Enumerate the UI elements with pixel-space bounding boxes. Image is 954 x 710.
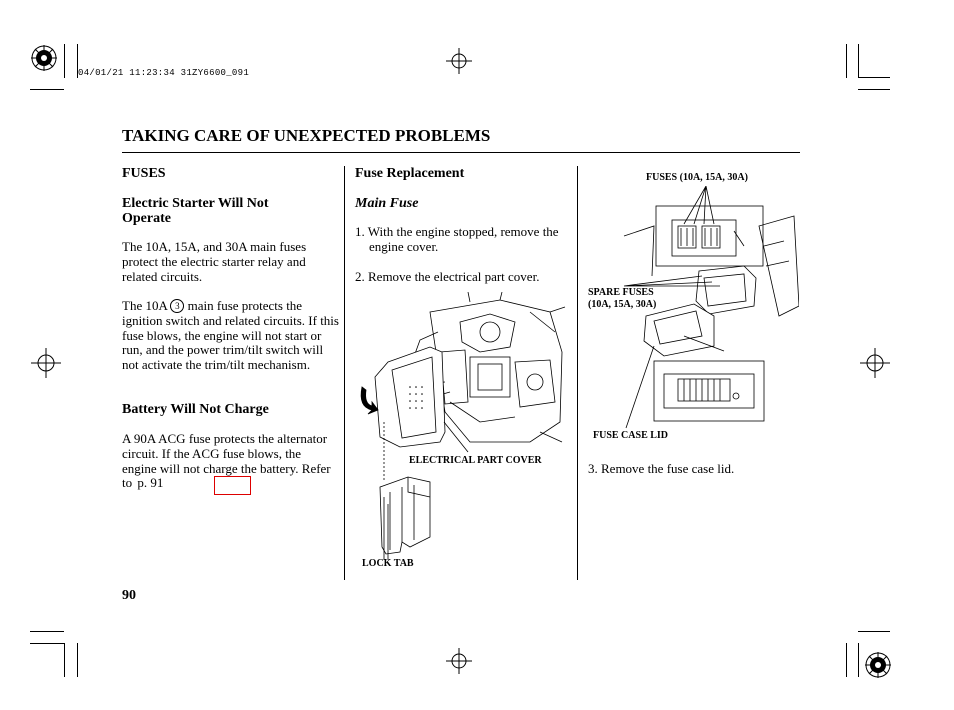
page-number: 90 bbox=[122, 588, 136, 603]
column-divider bbox=[577, 166, 578, 580]
paragraph-text: main fuse protects the ignition switch and related circuits. If this fuse blows, the engine will not start or run, and the power trim/tilt switch will not activate the trim/tilt mechanism. bbox=[122, 298, 339, 373]
column-divider bbox=[344, 166, 345, 580]
label-spare-fuses-line1: SPARE FUSES bbox=[588, 287, 654, 298]
label-fuse-case-lid: FUSE CASE LID bbox=[593, 430, 669, 441]
crop-starburst-icon bbox=[864, 651, 892, 679]
print-timestamp: 04/01/21 11:23:34 31ZY6600_091 bbox=[78, 68, 250, 78]
label-lock-tab: LOCK TAB bbox=[362, 558, 414, 569]
crosshair-icon bbox=[446, 48, 472, 74]
header-rule bbox=[122, 152, 800, 153]
step-1: 1. With the engine stopped, remove the engine cover. bbox=[355, 224, 559, 254]
subheading-starter: Electric Starter Will Not Operate bbox=[122, 196, 269, 226]
label-electrical-part-cover: ELECTRICAL PART COVER bbox=[409, 455, 542, 466]
fuse-replacement-heading: Fuse Replacement bbox=[355, 166, 465, 181]
paragraph-text: A 90A ACG fuse protects the alternator circuit. If the ACG fuse blows, the engine will not charge the battery. Refer to bbox=[122, 431, 331, 491]
page-link[interactable]: p. 91 bbox=[137, 475, 164, 491]
page-link-box[interactable] bbox=[214, 476, 251, 495]
engine-illustration bbox=[350, 292, 572, 582]
label-fuses: FUSES (10A, 15A, 30A) bbox=[646, 172, 748, 183]
step-2: 2. Remove the electrical part cover. bbox=[355, 269, 540, 284]
subheading-battery: Battery Will Not Charge bbox=[122, 402, 269, 417]
paragraph-10a-fuse bbox=[122, 299, 340, 373]
callout-number: 3 bbox=[170, 299, 184, 313]
step-3: 3. Remove the fuse case lid. bbox=[588, 461, 735, 476]
label-spare-fuses-line2: (10A, 15A, 30A) bbox=[588, 299, 657, 310]
crosshair-icon bbox=[860, 348, 890, 378]
page-title: TAKING CARE OF UNEXPECTED PROBLEMS bbox=[122, 126, 491, 145]
paragraph-main-fuses: The 10A, 15A, and 30A main fuses protect the electric starter relay and related circuits. bbox=[122, 239, 307, 284]
main-fuse-heading: Main Fuse bbox=[355, 196, 419, 211]
crosshair-icon bbox=[446, 648, 472, 674]
crosshair-icon bbox=[31, 348, 61, 378]
label-spare-fuses bbox=[588, 287, 656, 311]
section-heading: FUSES bbox=[122, 166, 166, 181]
crop-starburst-icon bbox=[30, 44, 58, 72]
paragraph-text: The 10A bbox=[122, 298, 168, 313]
